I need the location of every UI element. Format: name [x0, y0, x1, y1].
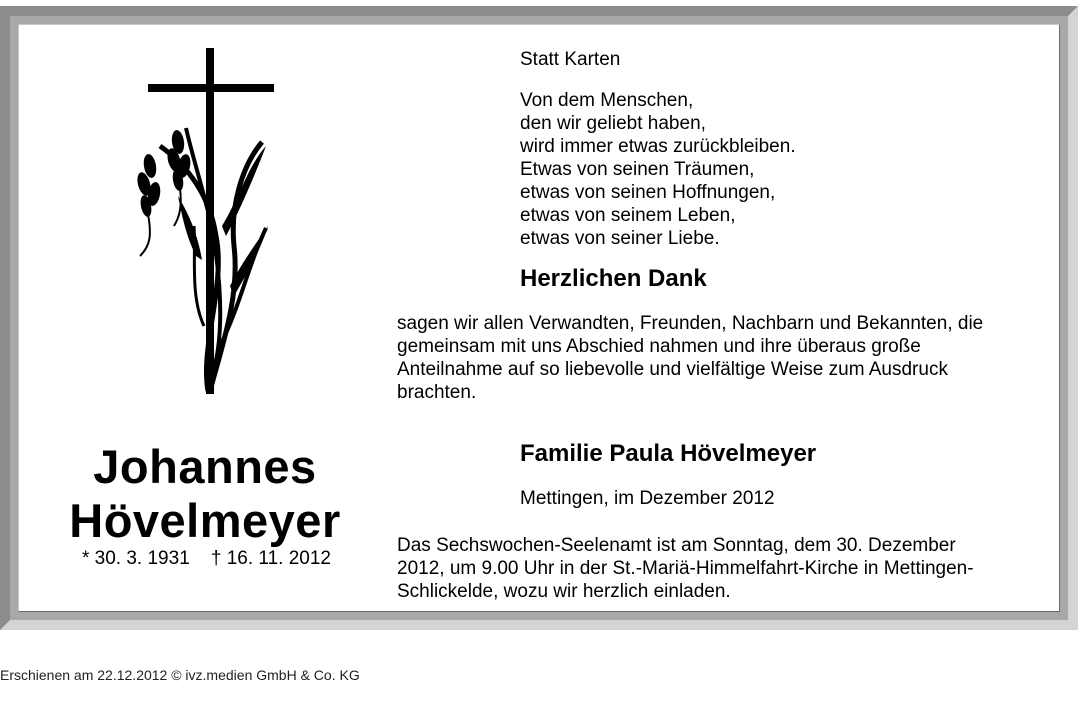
- thanks-line: brachten.: [397, 382, 477, 403]
- service-line: Das Sechswochen-Seelenamt ist am Sonntag, dem 30. Dezember: [397, 535, 956, 556]
- thanks-text: [397, 312, 983, 404]
- service-line: Schlickelde, wozu wir herzlich einladen.: [397, 581, 731, 602]
- deceased-first-name: Johannes: [93, 440, 317, 493]
- poem-line: etwas von seinen Hoffnungen,: [520, 182, 776, 203]
- poem-line: den wir geliebt haben,: [520, 113, 706, 134]
- poem-line: wird immer etwas zurückbleiben.: [520, 136, 796, 157]
- statt-karten: Statt Karten: [520, 49, 621, 70]
- poem: [520, 89, 796, 250]
- poem-line: Etwas von seinen Träumen,: [520, 159, 755, 180]
- poem-line: etwas von seiner Liebe.: [520, 228, 720, 249]
- deceased-dates: * 30. 3. 1931 † 16. 11. 2012: [82, 548, 331, 569]
- thanks-heading: Herzlichen Dank: [520, 265, 707, 292]
- poem-line: Von dem Menschen,: [520, 90, 694, 111]
- family-signature: Familie Paula Hövelmeyer: [520, 440, 817, 467]
- poem-line: etwas von seinem Leben,: [520, 205, 736, 226]
- place-date: Mettingen, im Dezember 2012: [520, 488, 775, 509]
- publication-footer: Erschienen am 22.12.2012 © ivz.medien GmbH & Co. KG: [0, 667, 360, 683]
- service-text: [397, 534, 974, 603]
- thanks-line: sagen wir allen Verwandten, Freunden, Nachbarn und Bekannten, die: [397, 313, 984, 334]
- deceased-last-name: Hövelmeyer: [69, 494, 341, 547]
- thanks-line: Anteilnahme auf so liebevolle und vielfältige Weise zum Ausdruck: [397, 359, 948, 380]
- service-line: 2012, um 9.00 Uhr in der St.-Mariä-Himmelfahrt-Kirche in Mettingen-: [397, 558, 974, 579]
- cross-with-wheat-icon: [130, 46, 280, 396]
- thanks-line: gemeinsam mit uns Abschied nahmen und ihre überaus große: [397, 336, 921, 357]
